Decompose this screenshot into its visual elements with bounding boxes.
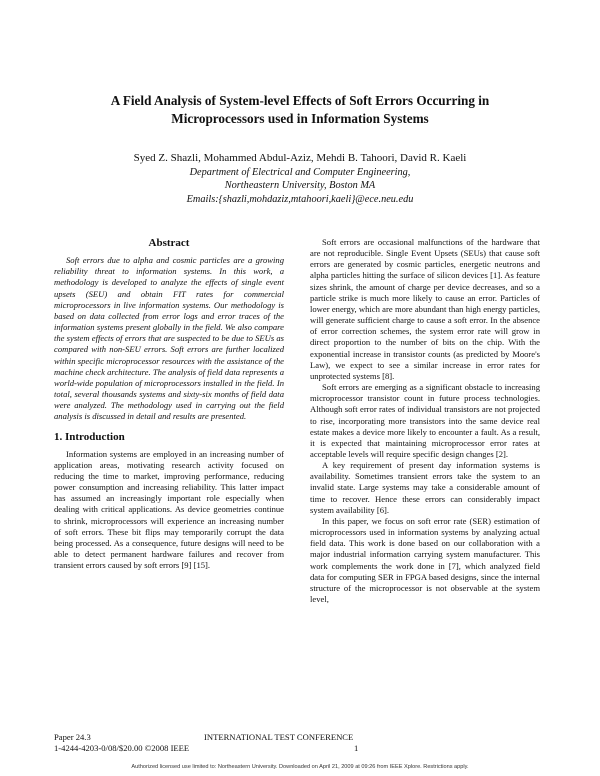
footer-conference: INTERNATIONAL TEST CONFERENCE [204,732,354,742]
intro-paragraph-1: Information systems are employed in an increasing number of application areas, motivating research activity focused on reducing the time to market, improving performance, reducing power consumption and increasing reliability. This latter impact has assumed an increasingly important role especially when dealing with critical applications. As device geometries continue to shrink, microprocessors will experience an increasing number of soft errors. These bit flips may temporarily corrupt the data being processed. As a consequence, future designs will need to be able to detect permanent hardware failures and recover from transient errors caused by soft errors [9] [15]. [54,448,284,571]
right-paragraph-2: Soft errors are emerging as a significant obstacle to increasing microprocessor transistor count in future process technologies. Although soft error rates of individual transistors are not projected to rise, incorporating more transistors into the same device real estate makes a device more likely to encounter a fault. As a result, it is expected that maintaining microprocessor error rates at acceptable levels will require specific design changes [2]. [310,382,540,459]
author-block [60,152,540,206]
right-paragraph-3: A key requirement of present day information systems is availability. Sometimes transient errors take the system to an invalid state. Large systems may take a considerable amount of time to recover. Hence these errors can considerably impact system availability [6]. [310,460,540,515]
title-line-2: Microprocessors used in Information Systems [171,111,429,126]
affiliation-university: Northeastern University, Boston MA [224,180,376,191]
abstract-text: Soft errors due to alpha and cosmic particles are a growing reliability threat to information systems. In this work, a methodology is developed to analyze the effects of single event upsets (SEU) and obtain FIT rates for commercial microprocessors in live information systems. Our methodology is based on data collected from error logs and error traces of the information systems present globally in the field. We also compare the system effects of errors that are suspected to be due to SEUs as compared with non-SEU errors. Soft errors are further localized within specific microprocessor resources with the assistance of the machine check architecture. The analysis of field data represents a world-wide population of microprocessors installed in the field. In total, several thousands systems and sixty-six months of field data were analyzed. The methodology used in carrying out the field analysis is discussed in detail and results are presented. [54,255,284,422]
introduction-heading: 1. Introduction [54,430,125,443]
footer-page-number: 1 [354,743,359,753]
title-line-1: A Field Analysis of System-level Effects of Soft Errors Occurring in [110,93,490,108]
right-column [310,237,540,605]
right-paragraph-1: Soft errors are occasional malfunctions of the hardware that are not reproducible. Single Event Upsets (SEUs) that cause soft errors are generated by cosmic particles, energetic neutrons and alpha particles hitting the surface of silicon devices [1]. As feature sizes shrink, the amount of charge per device decreases, and so a particle strike is much more likely to cause an error. Particles of lower energy, which are more abundant than high energy particles, will generate sufficient charge to cause a soft error. In the absence of error correction schemes, the system error rate will grow in direct proportion to the number of bits on the chip. With the exponential increase in transistor counts (as predicted by Moore's Law), we expect to see a similar increase in error rates for unprotected systems [8]. [310,237,540,381]
left-column [54,238,284,571]
right-paragraph-4: In this paper, we focus on soft error rate (SER) estimation of microprocessors used in information systems by analyzing actual field data. This work is done based on our collaboration with a major industrial information carrying system manufacturer. This work complements the work done in [7], which analyzed field data for computing SER in FPGA based designs, since the internal structure of the microprocessor is not observable at the system level, [310,515,540,604]
affiliation-department: Department of Electrical and Computer Engineering, [189,166,411,178]
author-names: Syed Z. Shazli, Mohammed Abdul-Aziz, Mehdi B. Tahoori, David R. Kaeli [133,152,467,164]
author-emails: Emails:{shazli,mohdaziz,mtahoori,kaeli}@ece.neu.edu [186,193,414,205]
footer-isbn: 1-4244-4203-0/08/$20.00 ©2008 IEEE [54,743,190,753]
footer-paper-number: Paper 24.3 [54,732,91,742]
abstract-heading: Abstract [148,237,190,249]
authorized-use-notice: Authorized licensed use limited to: Northeastern University. Downloaded on April 21, 2009 at 09:26 from IEEE Xplore. Restrictions apply. [131,764,469,770]
page-footer [54,732,554,754]
paper-title [60,92,540,128]
